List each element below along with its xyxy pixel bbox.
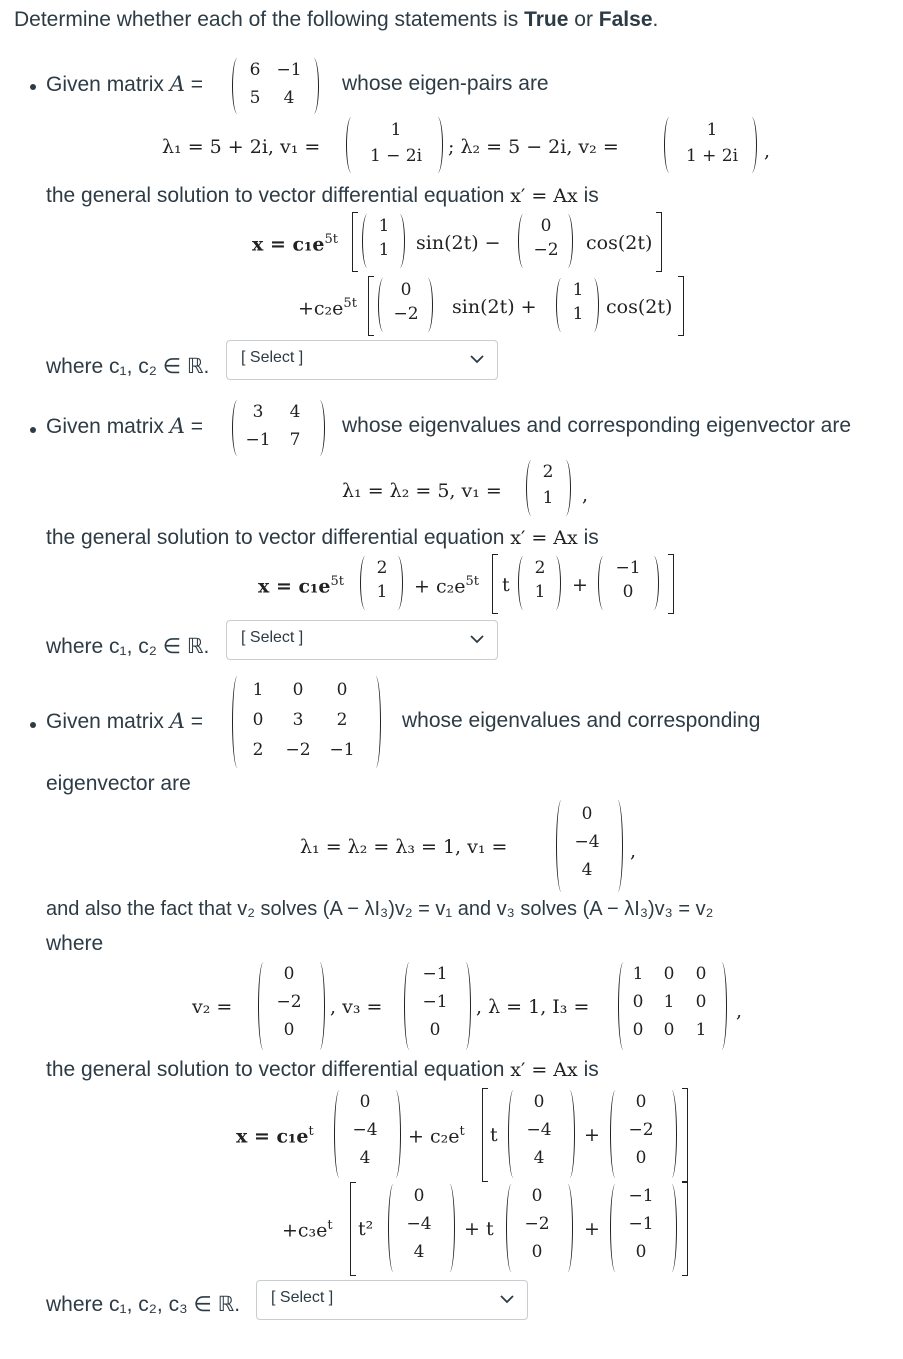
q3-after-matrix-2: eigenvector are <box>46 772 191 795</box>
q3-v1: 0 −4 4 <box>574 804 600 880</box>
q1-lambda1: λ₁ = 5 + 2i, v₁ = <box>162 136 321 158</box>
paren <box>668 1184 677 1272</box>
q1-vecA: 1 1 <box>378 216 390 260</box>
paren <box>650 556 659 610</box>
q3-plus-t: + t <box>464 1218 494 1240</box>
q1-after-matrix: whose eigen-pairs are <box>342 72 549 95</box>
paren <box>590 278 599 332</box>
q1-sin2: sin(2t) + <box>452 296 537 318</box>
paren <box>434 117 443 173</box>
q1-vecC: 0 −2 <box>393 280 419 324</box>
chevron-down-icon <box>499 1291 515 1307</box>
q1-lambda2: ; λ₂ = 5 − 2i, v₂ = <box>448 136 619 158</box>
bracket <box>668 554 674 614</box>
q1-vecB: 0 −2 <box>533 216 559 260</box>
q2-c2: + $c_2e^{5t}$ <box>414 574 479 598</box>
q3-c2: + $c_2e^t$ <box>408 1124 465 1148</box>
q1-paren-r <box>310 58 319 114</box>
comma: , <box>764 140 771 162</box>
q3-vecC: 0 −2 0 <box>628 1092 654 1168</box>
paren <box>446 1184 455 1272</box>
bracket <box>682 1088 688 1182</box>
q3-matrix: 1 0 0 0 3 2 2 −2 −1 <box>252 680 355 760</box>
q2-lambda: λ₁ = λ₂ = 5, v₁ = <box>342 480 502 502</box>
comma: , <box>736 1000 743 1022</box>
q3-t2: t² <box>358 1218 374 1240</box>
paren <box>394 556 403 610</box>
instructions: Determine whether each of the following statements is True or False. <box>14 8 659 31</box>
bracket <box>678 276 684 336</box>
q3-where: where c₁, c₂, c₃ ∈ ℝ. <box>46 1293 241 1316</box>
bullet <box>30 84 36 90</box>
q3-t: t <box>490 1124 498 1146</box>
bracket <box>350 1182 356 1276</box>
q3-answer-select[interactable]: [ Select ] <box>256 1280 528 1320</box>
q3-c3: $+c_3e^t$ <box>282 1218 333 1242</box>
bracket <box>482 1088 488 1182</box>
paren <box>392 1090 401 1178</box>
chevron-down-icon <box>469 631 485 647</box>
q3-given: Given matrix A = <box>46 709 203 733</box>
q2-gs: the general solution to vector differential equation x′ = Ax is <box>46 526 599 549</box>
paren <box>668 1090 677 1178</box>
q2-where: where c₁, c₂ ∈ ℝ. <box>46 635 210 658</box>
q2-plus: + <box>572 574 588 596</box>
q1-cos2: cos(2t) <box>606 296 673 318</box>
q3-gs: the general solution to vector differential equation x′ = Ax is <box>46 1058 599 1081</box>
q3-plus2: + <box>584 1218 600 1240</box>
q3-vecA: 0 −4 4 <box>352 1092 378 1168</box>
paren <box>372 676 381 768</box>
q1-v2: 1 1 + 2i <box>685 120 739 166</box>
paren <box>748 117 757 173</box>
q2-vecA: 2 1 <box>376 558 388 602</box>
bracket <box>368 276 374 336</box>
q3-x: $x = c_1e^t$ <box>236 1124 314 1148</box>
q3-also: and also the fact that v₂ solves (A − λI₃)v₂ = v₁ and v₃ solves (A − λI₃)v₃ = v₂ <box>46 898 714 920</box>
q1-gs: the general solution to vector differential equation x′ = Ax is <box>46 184 599 207</box>
q1-c2: $+c_2e^{5t}$ <box>298 296 357 320</box>
comma: , <box>630 840 637 862</box>
q3-where-word: where <box>46 932 104 955</box>
bracket <box>656 212 662 272</box>
q2-given: Given matrix A = <box>46 414 203 438</box>
bracket <box>492 554 498 614</box>
q3-lam-label: , λ = 1, I₃ = <box>476 996 590 1018</box>
q3-v3: −1 −1 0 <box>422 964 448 1040</box>
q1-v1: 1 1 − 2i <box>369 120 423 166</box>
bullet <box>30 427 36 433</box>
q3-v2: 0 −2 0 <box>276 964 302 1040</box>
q2-vecC: −1 0 <box>615 558 641 602</box>
q1-cos: cos(2t) <box>586 232 653 254</box>
q3-vecB: 0 −4 4 <box>526 1092 552 1168</box>
q1-matrix: 6 −1 5 4 <box>249 60 302 108</box>
q3-v3-label: , v₃ = <box>330 996 383 1018</box>
q3-vecD: 0 −4 4 <box>406 1186 432 1262</box>
paren <box>462 962 471 1050</box>
q3-vecF: −1 −1 0 <box>628 1186 654 1262</box>
q2-answer-select[interactable]: [ Select ] <box>226 620 498 660</box>
q3-v2-label: v₂ = <box>192 996 233 1018</box>
chevron-down-icon <box>469 351 485 367</box>
paren <box>564 214 573 268</box>
paren <box>552 556 561 610</box>
q1-sin: sin(2t) − <box>416 232 501 254</box>
q1-answer-select[interactable]: [ Select ] <box>226 340 498 380</box>
q2-x: $x = c_1e^{5t}$ <box>258 574 344 598</box>
paren <box>614 800 623 892</box>
paren <box>566 1090 575 1178</box>
q3-vecE: 0 −2 0 <box>524 1186 550 1262</box>
paren <box>424 278 433 332</box>
q1-vecD: 1 1 <box>572 280 584 324</box>
q2-after-matrix: whose eigenvalues and corresponding eigenvector are <box>342 414 852 437</box>
q2-t: t <box>502 574 510 596</box>
paren <box>564 1184 573 1272</box>
paren <box>562 460 571 516</box>
q1-x: $x = c_1e^{5t}$ <box>252 232 338 256</box>
q3-plus: + <box>584 1124 600 1146</box>
paren <box>316 400 325 456</box>
q2-vecB: 2 1 <box>534 558 546 602</box>
q2-v1: 2 1 <box>542 462 554 508</box>
q3-I3: 1 0 0 0 1 0 0 0 1 <box>632 964 707 1040</box>
q1-given: Given matrix A = <box>46 72 203 96</box>
q3-after-matrix: whose eigenvalues and corresponding <box>402 709 761 732</box>
paren <box>718 962 727 1050</box>
q2-matrix: 3 4 −1 7 <box>245 402 301 450</box>
paren <box>396 214 405 268</box>
bracket <box>352 212 358 272</box>
bullet <box>30 722 36 728</box>
q1-where: where c₁, c₂ ∈ ℝ. <box>46 355 210 378</box>
paren <box>316 962 325 1050</box>
bracket <box>682 1182 688 1276</box>
q3-lambda: λ₁ = λ₂ = λ₃ = 1, v₁ = <box>300 836 508 858</box>
paren <box>346 117 355 173</box>
comma: , <box>582 484 589 506</box>
